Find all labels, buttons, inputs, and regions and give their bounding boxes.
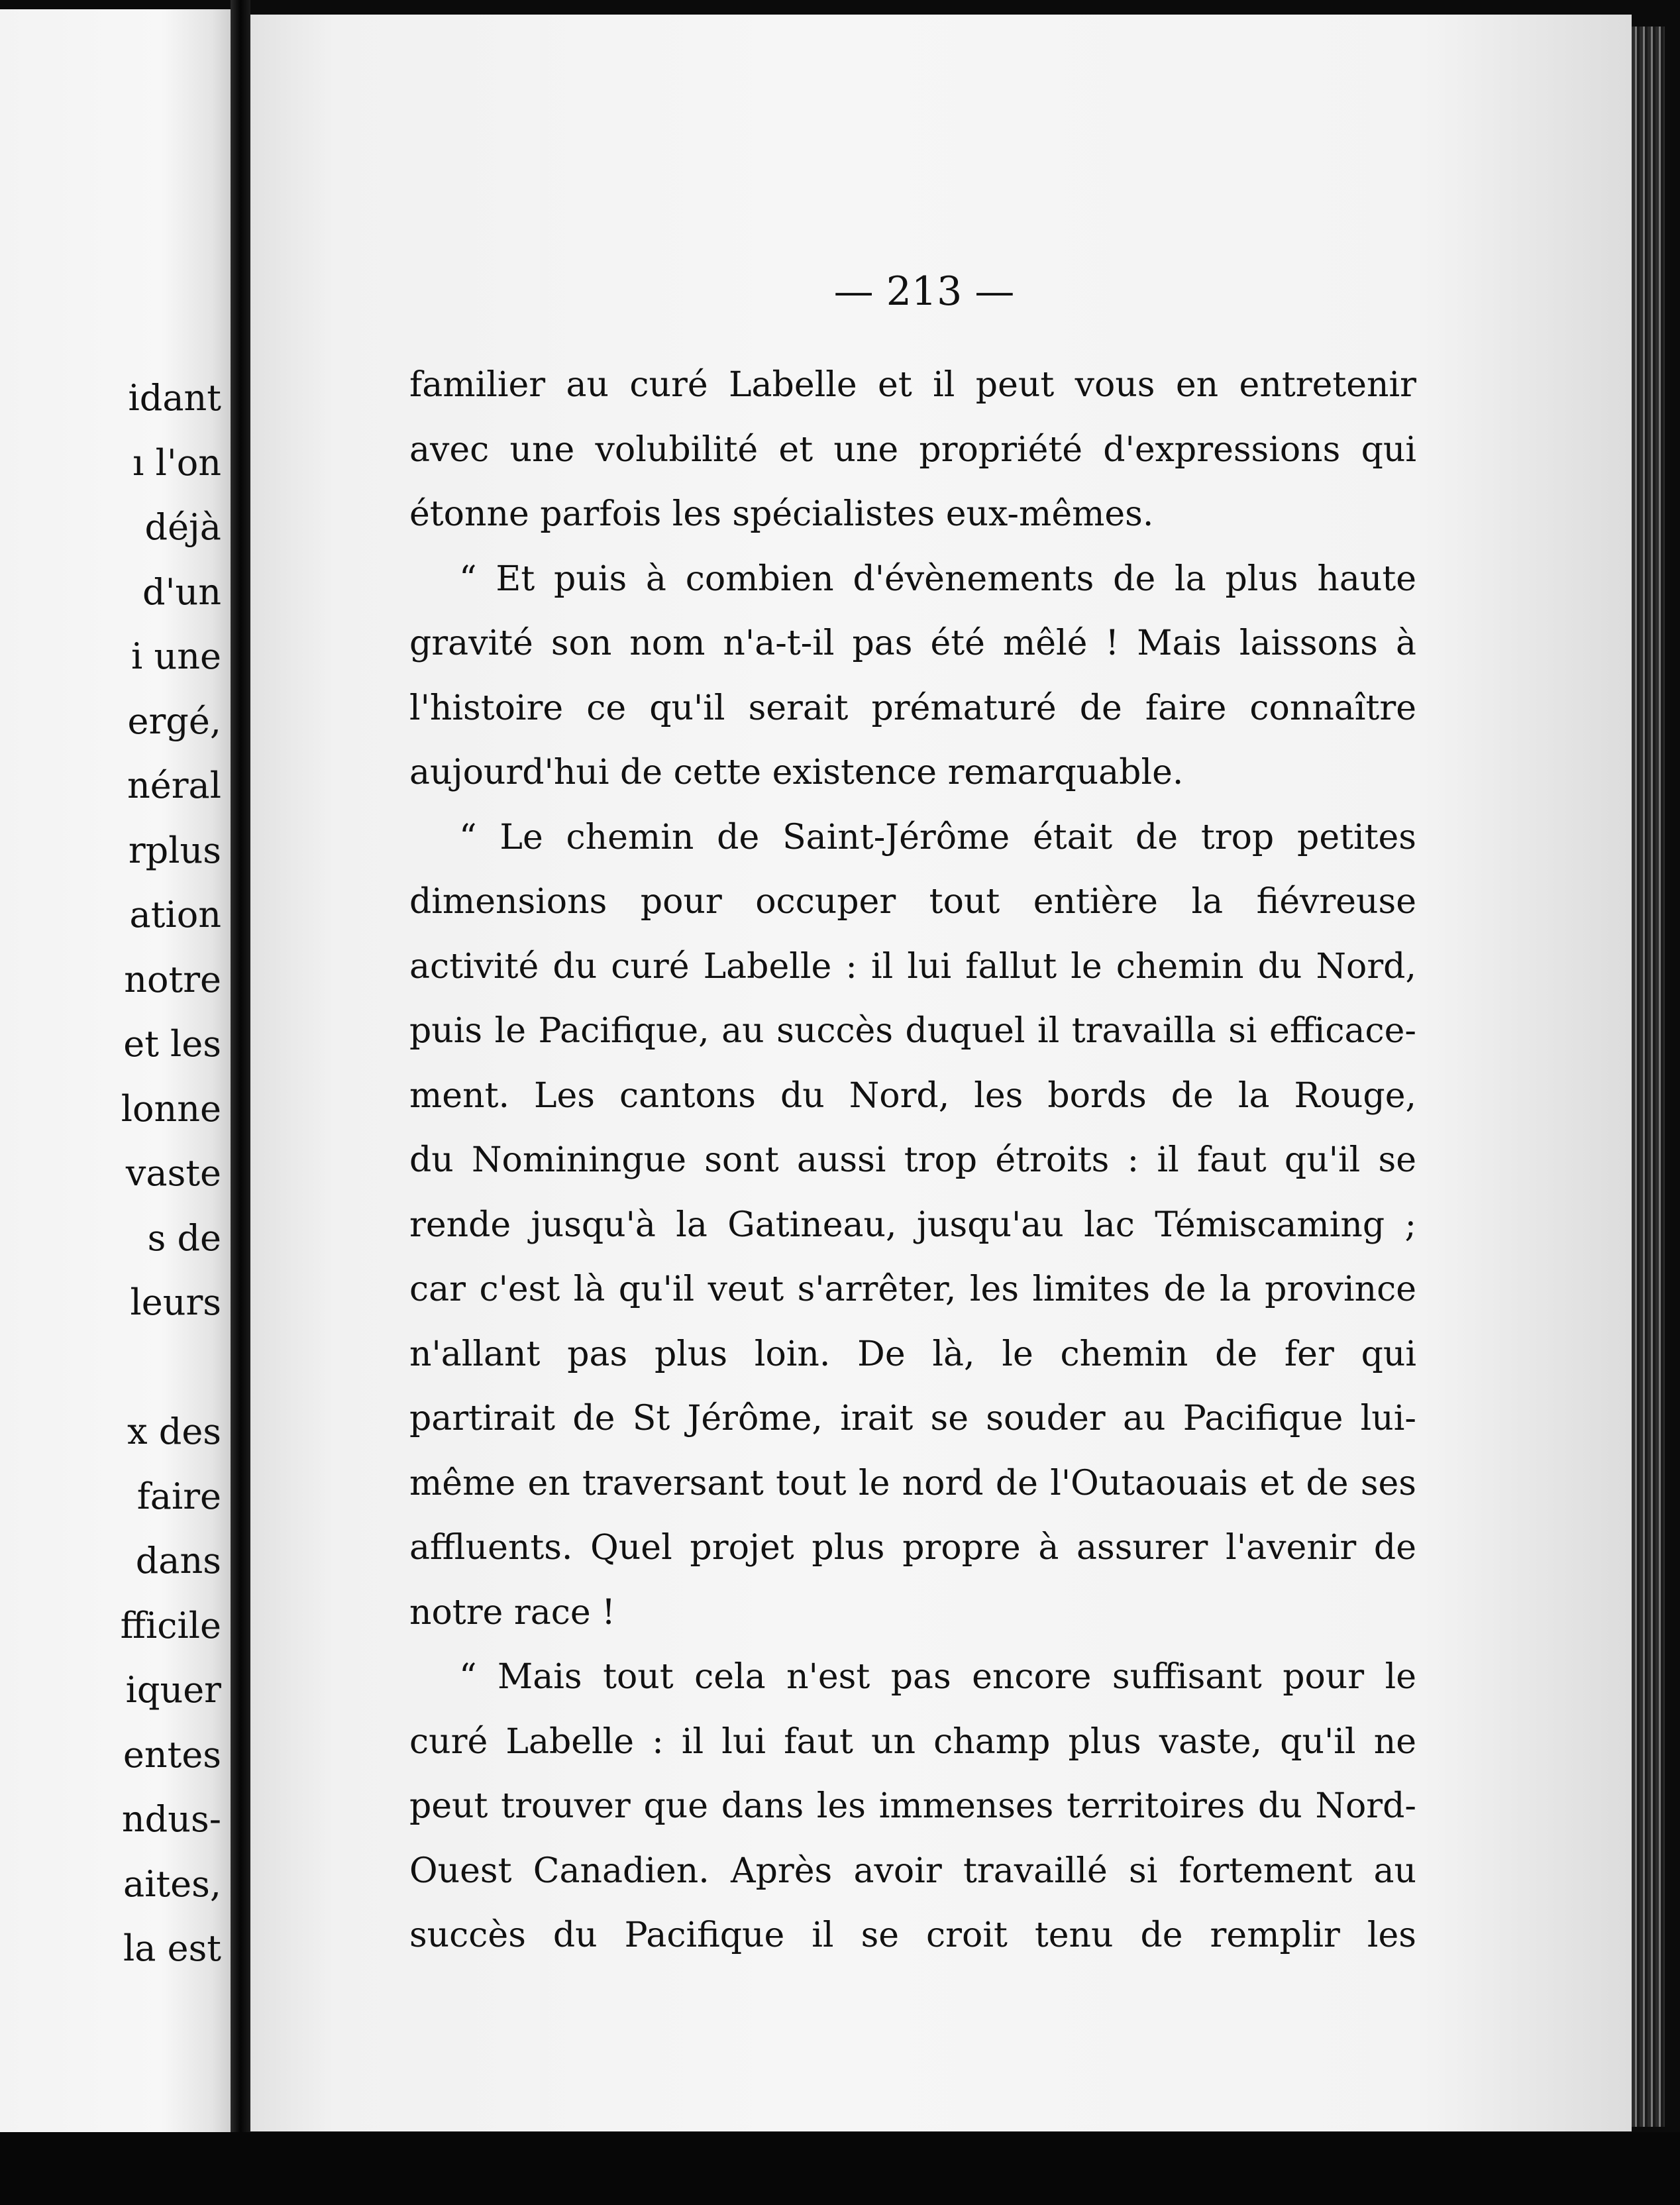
text-line: dimensions pour occuper tout entière la fiévreuse bbox=[409, 882, 1416, 922]
left-fragment: s de bbox=[147, 1216, 221, 1259]
left-fragment: leurs bbox=[130, 1281, 221, 1323]
page-edge-stack bbox=[1632, 27, 1665, 2127]
left-fragment: fficile bbox=[120, 1604, 221, 1646]
left-fragment bbox=[121, 1335, 221, 1400]
text-line: “ Mais tout cela n'est pas encore suffisant pour le bbox=[459, 1657, 1416, 1697]
text-line: car c'est là qu'il veut s'arrêter, les limites de la province bbox=[409, 1269, 1416, 1309]
left-page-text-fragments bbox=[121, 366, 221, 1981]
text-line: du Nominingue sont aussi trop étroits : il faut qu'il se bbox=[409, 1140, 1416, 1180]
left-fragment: entes bbox=[123, 1733, 221, 1776]
left-fragment: i une bbox=[131, 635, 221, 677]
text-line: avec une volubilité et une propriété d'expressions qui bbox=[409, 429, 1416, 470]
left-fragment: ergé, bbox=[127, 700, 221, 742]
left-facing-page bbox=[0, 9, 231, 2133]
left-fragment: et les bbox=[123, 1023, 221, 1065]
text-line: même en traversant tout le nord de l'Outaouais et de ses bbox=[409, 1463, 1416, 1503]
left-fragment: vaste bbox=[125, 1152, 221, 1194]
left-fragment: rplus bbox=[128, 829, 221, 871]
left-fragment: d'un bbox=[142, 570, 221, 613]
left-fragment: lonne bbox=[121, 1087, 221, 1130]
text-line: affluents. Quel projet plus propre à assurer l'avenir de bbox=[409, 1528, 1416, 1568]
text-line: étonne parfois les spécialistes eux-mêmes. bbox=[409, 494, 1154, 534]
left-fragment: notre bbox=[124, 958, 221, 1000]
text-line: succès du Pacifique il se croit tenu de remplir les bbox=[409, 1915, 1416, 1955]
left-fragment: idant bbox=[128, 377, 221, 419]
text-line: aujourd'hui de cette existence remarquable. bbox=[409, 753, 1184, 792]
text-line: “ Et puis à combien d'évènements de la plus haute bbox=[459, 559, 1416, 599]
left-fragment: ation bbox=[129, 894, 221, 936]
page-body-text bbox=[409, 353, 1416, 1968]
left-fragment: aites, bbox=[123, 1862, 221, 1905]
text-line: partirait de St Jérôme, irait se souder au Pacifique lui- bbox=[409, 1399, 1416, 1438]
text-line: ment. Les cantons du Nord, les bords de la Rouge, bbox=[409, 1075, 1416, 1116]
scan-bottom-border bbox=[0, 2132, 1680, 2205]
left-fragment: ı l'on bbox=[132, 441, 221, 484]
text-line: curé Labelle : il lui faut un champ plus vaste, qu'il ne bbox=[409, 1721, 1416, 1762]
left-fragment: dans bbox=[135, 1540, 221, 1582]
text-line: notre race ! bbox=[409, 1592, 616, 1633]
text-line: peut trouver que dans les immenses territoires du Nord- bbox=[409, 1786, 1416, 1826]
text-line: rende jusqu'à la Gatineau, jusqu'au lac Témiscaming ; bbox=[409, 1205, 1416, 1245]
left-fragment: néral bbox=[127, 765, 221, 806]
text-line: familier au curé Labelle et il peut vous en entretenir bbox=[409, 365, 1416, 405]
left-fragment: iquer bbox=[125, 1669, 221, 1711]
left-fragment: x des bbox=[127, 1411, 221, 1452]
text-line: n'allant pas plus loin. De là, le chemin de fer qui bbox=[409, 1334, 1416, 1374]
text-line: activité du curé Labelle : il lui fallut le chemin du Nord, bbox=[409, 946, 1416, 987]
left-fragment: faire bbox=[136, 1475, 221, 1517]
text-line: l'histoire ce qu'il serait prématuré de faire connaître bbox=[409, 688, 1416, 728]
page-number: — 213 — bbox=[833, 268, 1015, 315]
text-line: Ouest Canadien. Après avoir travaillé si fortement au bbox=[409, 1851, 1416, 1891]
text-line: gravité son nom n'a-t-il pas été mêlé ! Mais laissons à bbox=[409, 623, 1416, 663]
text-line: “ Le chemin de Saint-Jérôme était de trop petites bbox=[459, 817, 1416, 857]
left-fragment: ndus- bbox=[121, 1798, 221, 1840]
book-gutter bbox=[231, 0, 250, 2205]
text-line: puis le Pacifique, au succès duquel il travailla si efficace- bbox=[409, 1011, 1416, 1051]
left-fragment: déjà bbox=[144, 506, 221, 548]
left-fragment: la est bbox=[123, 1927, 221, 1969]
